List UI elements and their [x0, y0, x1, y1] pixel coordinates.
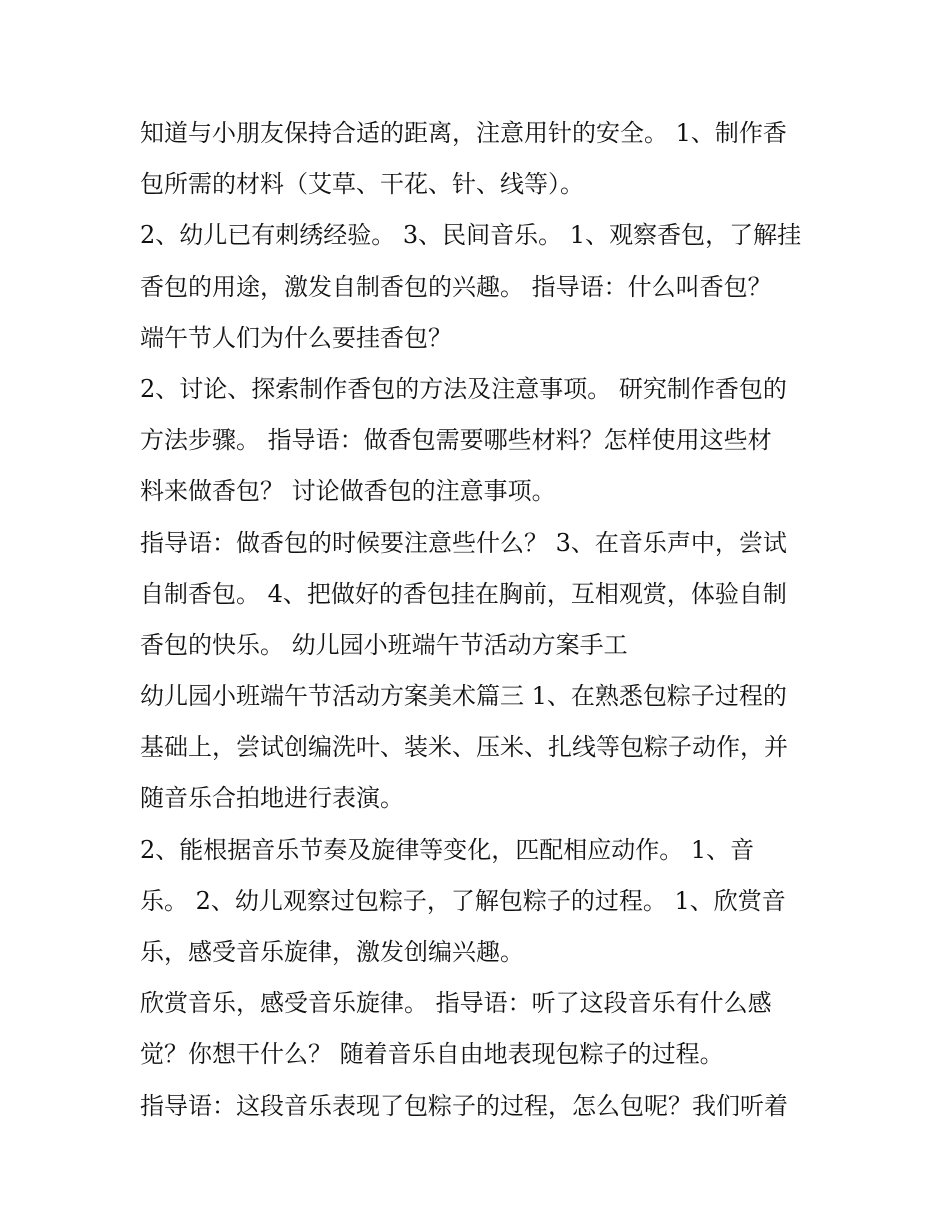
text-line: 包所需的材料（艾草、干花、针、线等）。 [140, 170, 584, 199]
text-line: 觉？你想干什么？ 随着音乐自由地表现包粽子的过程。 [140, 1040, 724, 1069]
text-line: 幼儿园小班端午节活动方案美术篇三 1、在熟悉包粽子过程的 [140, 682, 787, 711]
text-line: 乐。 2、幼儿观察过包粽子，了解包粽子的过程。 1、欣赏音 [140, 886, 786, 915]
text-line: 自制香包。 4、把做好的香包挂在胸前，互相观赏，体验自制 [140, 579, 787, 608]
text-line: 2、能根据音乐节奏及旋律等变化，匹配相应动作。 1、音 [140, 835, 755, 864]
text-line: 2、幼儿已有刺绣经验。 3、民间音乐。 1、观察香包，了解挂 [140, 221, 802, 250]
text-line: 知道与小朋友保持合适的距离，注意用针的安全。 1、制作香 [140, 119, 787, 147]
text-line: 指导语：做香包的时候要注意些什么？ 3、在音乐声中，尝试 [140, 528, 787, 557]
text-line: 基础上，尝试创编洗叶、装米、压米、扎线等包粽子动作，并 [140, 733, 788, 762]
text-line: 指导语：这段音乐表现了包粽子的过程，怎么包呢？我们听着 [140, 1091, 788, 1120]
text-line: 欣赏音乐，感受音乐旋律。 指导语：听了这段音乐有什么感 [140, 989, 772, 1018]
text-line: 2、讨论、探索制作香包的方法及注意事项。 研究制作香包的 [140, 374, 787, 403]
text-line: 随音乐合拍地进行表演。 [140, 784, 404, 813]
text-line: 香包的快乐。 幼儿园小班端午节活动方案手工 [140, 630, 628, 659]
text-line: 料来做香包？ 讨论做香包的注意事项。 [140, 477, 556, 506]
text-line: 端午节人们为什么要挂香包？ [140, 323, 452, 352]
text-line: 乐，感受音乐旋律，激发创编兴趣。 [140, 938, 524, 966]
document-body-text [140, 108, 820, 1132]
text-line: 方法步骤。 指导语：做香包需要哪些材料？怎样使用这些材 [140, 426, 772, 455]
text-line: 香包的用途，激发自制香包的兴趣。 指导语：什么叫香包？ [140, 272, 772, 301]
